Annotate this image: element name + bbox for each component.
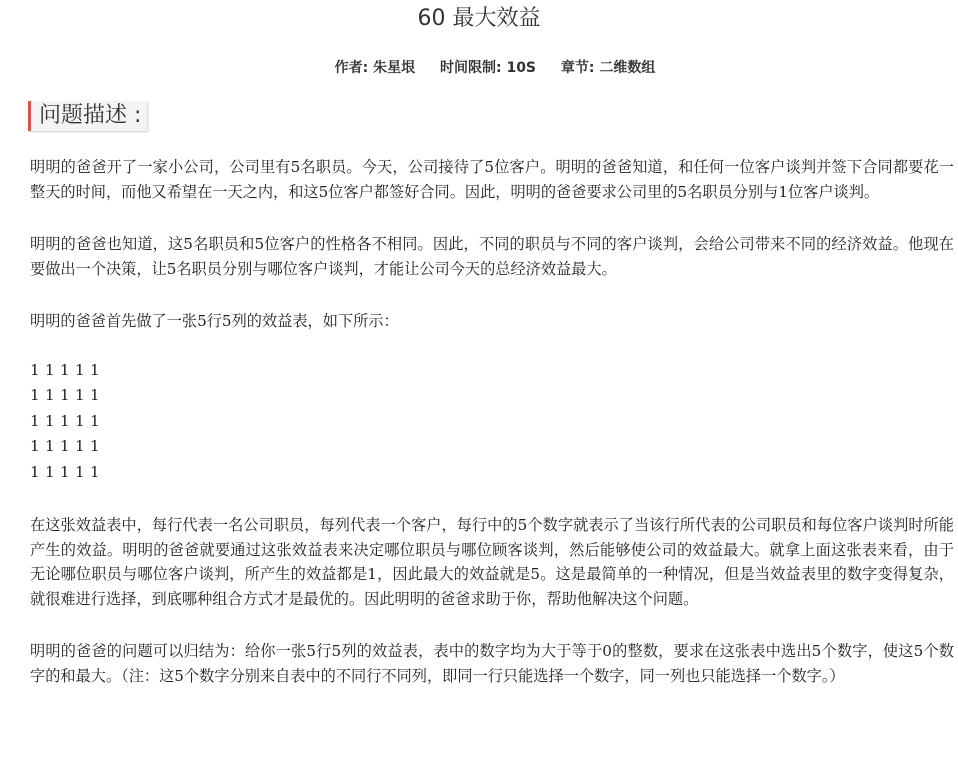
- matrix-cell: 1: [75, 411, 85, 430]
- matrix-cell: 1: [60, 360, 70, 379]
- matrix-cell: 1: [90, 462, 100, 481]
- matrix-cell: 1: [30, 437, 40, 455]
- matrix-cell: 1: [90, 411, 100, 430]
- time-limit-info: [440, 58, 536, 78]
- matrix-cell: 1: [90, 386, 100, 404]
- matrix-row: [30, 358, 954, 384]
- matrix-row: [30, 383, 954, 409]
- author-info: [335, 58, 415, 78]
- problem-meta: [0, 58, 958, 78]
- description-paragraph: 在这张效益表中，每行代表一名公司职员，每列代表一个客户，每行中的5个数字就表示了当该行所代表的公司职员和每位客户谈判时所能产生的效益。明明的爸爸就要通过这张效益表来决定哪位职员与哪位顾客谈判，然后能够使公司的效益最大。就拿上面这张表来看，由于无论哪位职员与哪位客户谈判，所产生的效益都是1，因此最大的效益就是5。这是最简单的一种情况，但是当效益表里的数字变得复杂，就很难进行选择，到底哪种组合方式才是最优的。因此明明的爸爸求助于你，帮助他解决这个问题。: [30, 516, 954, 608]
- matrix-cell: 1: [30, 360, 40, 379]
- matrix-row: [30, 434, 954, 460]
- problem-description: [30, 155, 954, 716]
- description-paragraph: 明明的爸爸也知道，这5名职员和5位客户的性格各不相同。因此，不同的职员与不同的客户谈判，会给公司带来不同的经济效益。他现在要做出一个决策，让5名职员分别与哪位客户谈判，才能让公司今天的总经济效益最大。: [30, 235, 954, 278]
- matrix-cell: 1: [60, 386, 70, 404]
- matrix-row: [30, 409, 954, 435]
- benefit-matrix: [30, 358, 954, 486]
- matrix-cell: 1: [90, 437, 100, 455]
- matrix-cell: 1: [45, 411, 55, 430]
- matrix-cell: 1: [90, 360, 100, 379]
- matrix-cell: 1: [45, 437, 55, 455]
- matrix-cell: 1: [60, 437, 70, 455]
- chapter-info: [561, 58, 655, 78]
- section-heading-description: 问题描述 :: [28, 101, 147, 131]
- matrix-cell: 1: [45, 360, 55, 379]
- author-value: 朱星垠: [373, 60, 416, 76]
- description-paragraph: 明明的爸爸首先做了一张5行5列的效益表，如下所示：: [30, 312, 399, 330]
- description-paragraph: 明明的爸爸开了一家小公司，公司里有5名职员。今天，公司接待了5位客户。明明的爸爸知道，和任何一位客户谈判并签下合同都要花一整天的时间，而他又希望在一天之内，和这5位客户都签好合同。因此，明明的爸爸要求公司里的5名职员分别与1位客户谈判。: [30, 158, 954, 201]
- matrix-cell: 1: [30, 411, 40, 430]
- matrix-cell: 1: [45, 462, 55, 481]
- matrix-cell: 1: [75, 462, 85, 481]
- matrix-row: [30, 460, 954, 486]
- matrix-cell: 1: [75, 386, 85, 404]
- matrix-cell: 1: [75, 360, 85, 379]
- matrix-cell: 1: [30, 386, 40, 404]
- matrix-cell: 1: [30, 462, 40, 481]
- matrix-cell: 1: [45, 386, 55, 404]
- time-limit-label: 时间限制:: [439, 60, 502, 76]
- page-title: 60 最大效益: [417, 6, 541, 31]
- time-limit-value: 10S: [506, 60, 537, 76]
- chapter-label: 章节:: [560, 60, 595, 76]
- matrix-cell: 1: [60, 411, 70, 430]
- description-paragraph: 明明的爸爸的问题可以归结为：给你一张5行5列的效益表，表中的数字均为大于等于0的整数，要求在这张表中选出5个数字，使这5个数字的和最大。（注：这5个数字分别来自表中的不同行不同列，即同一行只能选择一个数字，同一列也只能选择一个数字。）: [30, 642, 954, 685]
- matrix-cell: 1: [60, 462, 70, 481]
- matrix-cell: 1: [75, 437, 85, 455]
- chapter-value: 二维数组: [599, 60, 656, 76]
- author-label: 作者:: [334, 60, 369, 76]
